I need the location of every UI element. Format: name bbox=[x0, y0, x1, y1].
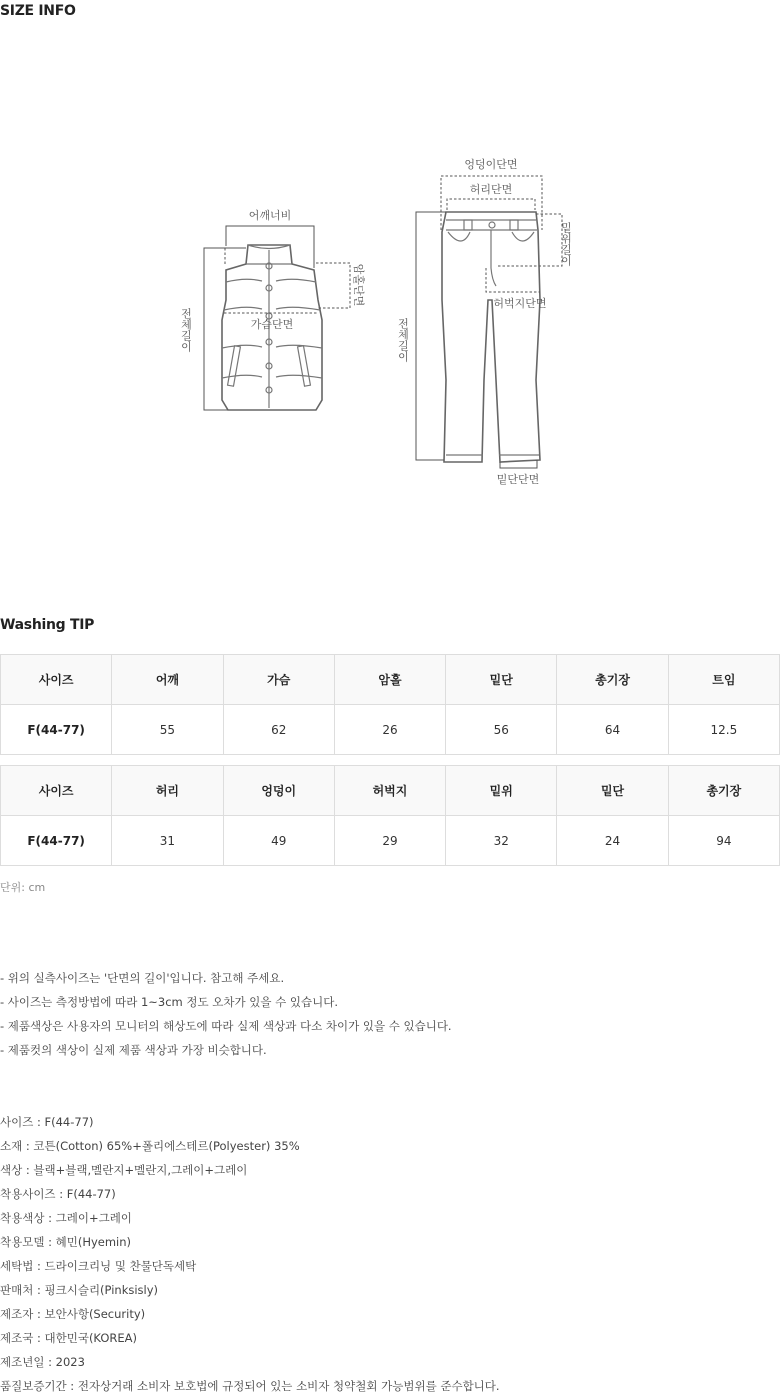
spec-item: 제조자 : 보안사항(Security) bbox=[0, 1307, 146, 1321]
table-cell: 49 bbox=[223, 816, 334, 866]
table-header-cell: 밑단 bbox=[557, 766, 668, 816]
table-cell: 64 bbox=[557, 705, 668, 755]
table-cell: 32 bbox=[446, 816, 557, 866]
note-item: - 사이즈는 측정방법에 따라 1~3cm 정도 오차가 있을 수 있습니다. bbox=[0, 995, 339, 1009]
table-header-cell: 가슴 bbox=[223, 655, 334, 705]
table-header-cell: 엉덩이 bbox=[223, 766, 334, 816]
pants-illustration bbox=[442, 212, 540, 462]
table-header-cell: 사이즈 bbox=[1, 655, 112, 705]
table-header-cell: 밑단 bbox=[446, 655, 557, 705]
table-cell: 24 bbox=[557, 816, 668, 866]
table-cell: 62 bbox=[223, 705, 334, 755]
table-cell: 55 bbox=[112, 705, 223, 755]
pants-thigh-label: 허벅지단면 bbox=[493, 297, 547, 310]
size-diagram bbox=[0, 140, 780, 500]
table-header-cell: 트임 bbox=[668, 655, 779, 705]
note-item: - 위의 실측사이즈는 '단면의 길이'입니다. 참고해 주세요. bbox=[0, 971, 285, 985]
washing-tip-title: Washing TIP bbox=[0, 617, 95, 633]
table-header-cell: 어깨 bbox=[112, 655, 223, 705]
table-header-cell: 총기장 bbox=[557, 655, 668, 705]
bottom-size-table bbox=[0, 765, 780, 866]
spec-item: 소재 : 코튼(Cotton) 65%+폴리에스테르(Polyester) 35% bbox=[0, 1139, 300, 1153]
table-cell: F(44-77) bbox=[1, 705, 112, 755]
table-cell: 12.5 bbox=[668, 705, 779, 755]
spec-item: 세탁법 : 드라이크리닝 및 찬물단독세탁 bbox=[0, 1259, 197, 1273]
table-header-cell: 총기장 bbox=[668, 766, 779, 816]
spec-item: 제조년일 : 2023 bbox=[0, 1355, 85, 1369]
spec-item: 품질보증기간 : 전자상거래 소비자 보호법에 규정되어 있는 소비자 청약철회 가능범위를 준수합니다. bbox=[0, 1379, 500, 1393]
spec-item: 착용사이즈 : F(44-77) bbox=[0, 1187, 116, 1201]
table-cell: F(44-77) bbox=[1, 816, 112, 866]
table-cell: 56 bbox=[446, 705, 557, 755]
note-item: - 제품색상은 사용자의 모니터의 해상도에 따라 실제 색상과 다소 차이가 있을 수 있습니다. bbox=[0, 1019, 452, 1033]
table-row bbox=[1, 705, 780, 755]
spec-item: 착용모델 : 혜민(Hyemin) bbox=[0, 1235, 132, 1249]
table-cell: 94 bbox=[668, 816, 779, 866]
table-header-row bbox=[1, 766, 780, 816]
pants-hip-label: 엉덩이단면 bbox=[464, 158, 518, 171]
size-info-title: SIZE INFO bbox=[0, 3, 76, 19]
table-header-cell: 암홀 bbox=[334, 655, 445, 705]
table-cell: 26 bbox=[334, 705, 445, 755]
pants-waist-label: 허리단면 bbox=[469, 183, 513, 196]
unit-note: 단위: cm bbox=[0, 881, 46, 894]
product-specs-list bbox=[0, 1110, 500, 1398]
table-cell: 29 bbox=[334, 816, 445, 866]
vest-armhole-label: 암홀단면 bbox=[352, 263, 365, 307]
table-header-cell: 밑위 bbox=[446, 766, 557, 816]
table-row bbox=[1, 816, 780, 866]
table-header-cell: 허벅지 bbox=[334, 766, 445, 816]
table-header-cell: 사이즈 bbox=[1, 766, 112, 816]
pants-hem-label: 밑단단면 bbox=[496, 473, 540, 486]
table-header-row bbox=[1, 655, 780, 705]
size-notes-list bbox=[0, 966, 452, 1062]
table-cell: 31 bbox=[112, 816, 223, 866]
pants-rise-label: 밑위길이 bbox=[559, 222, 573, 266]
spec-item: 판매처 : 핑크시슬리(Pinksisly) bbox=[0, 1283, 159, 1297]
spec-item: 착용색상 : 그레이+그레이 bbox=[0, 1211, 132, 1225]
table-header-cell: 허리 bbox=[112, 766, 223, 816]
note-item: - 제품컷의 색상이 실제 제품 색상과 가장 비슷합니다. bbox=[0, 1043, 267, 1057]
spec-item: 사이즈 : F(44-77) bbox=[0, 1115, 94, 1129]
spec-item: 제조국 : 대한민국(KOREA) bbox=[0, 1331, 138, 1345]
vest-chest-label: 가슴단면 bbox=[250, 318, 294, 331]
pants-total-length-label: 전체길이 bbox=[396, 318, 410, 362]
spec-item: 색상 : 블랙+블랙,멜란지+멜란지,그레이+그레이 bbox=[0, 1163, 248, 1177]
vest-total-length-label: 전체길이 bbox=[179, 308, 193, 352]
top-size-table bbox=[0, 654, 780, 755]
vest-shoulder-label: 어깨너비 bbox=[248, 209, 292, 222]
